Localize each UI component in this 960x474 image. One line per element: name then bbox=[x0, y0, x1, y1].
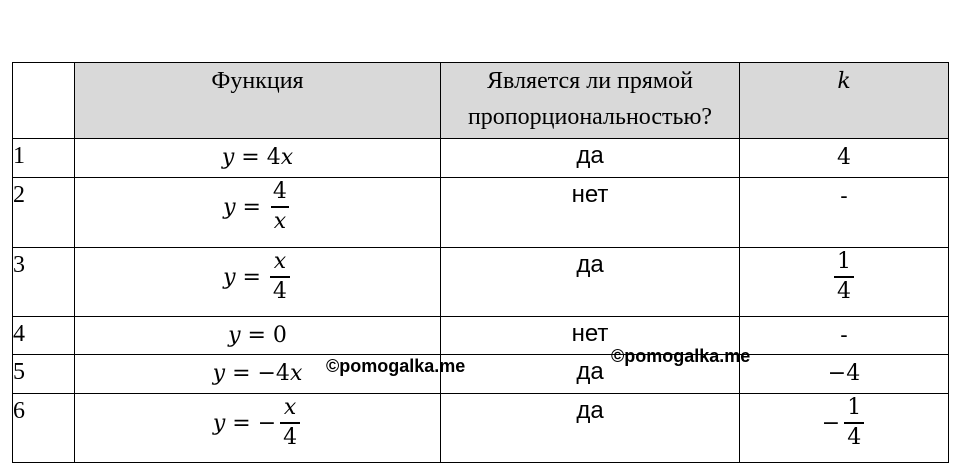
function-table bbox=[12, 62, 949, 463]
header-k-cell bbox=[740, 63, 949, 139]
header-function-cell bbox=[75, 63, 441, 139]
function-formula: y = − $\frac{x}{4}$ bbox=[213, 394, 302, 452]
table-row bbox=[13, 317, 949, 355]
header-k-label: k bbox=[837, 69, 851, 94]
header-number-cell bbox=[13, 63, 75, 139]
header-proportional-line1: Является ли прямой bbox=[487, 68, 693, 94]
row-number: 1 bbox=[13, 139, 75, 178]
row-answer: да bbox=[441, 139, 740, 178]
k-value: $\frac{1}{4}$ bbox=[832, 248, 856, 306]
table-row bbox=[13, 394, 949, 463]
row-answer: да bbox=[441, 394, 740, 463]
header-function-label: Функция bbox=[211, 68, 304, 94]
row-answer: да bbox=[441, 355, 740, 394]
row-answer: да bbox=[441, 248, 740, 317]
row-answer: нет bbox=[441, 317, 740, 355]
row-number: 5 bbox=[13, 355, 75, 394]
row-k bbox=[740, 355, 949, 394]
row-function bbox=[75, 139, 441, 178]
row-k bbox=[740, 178, 949, 248]
k-value: − $\frac{1}{4}$ bbox=[822, 394, 866, 452]
row-function bbox=[75, 178, 441, 248]
row-function bbox=[75, 317, 441, 355]
table-row bbox=[13, 355, 949, 394]
row-number: 4 bbox=[13, 317, 75, 355]
function-formula: y = 0 bbox=[228, 323, 287, 348]
k-value: −4 bbox=[827, 361, 861, 386]
function-formula: y = $\frac{x}{4}$ bbox=[223, 248, 292, 306]
row-function bbox=[75, 248, 441, 317]
row-k bbox=[740, 248, 949, 317]
row-k bbox=[740, 139, 949, 178]
function-formula: y = $\frac{4}{x}$ bbox=[223, 178, 292, 236]
table-row bbox=[13, 178, 949, 248]
row-k bbox=[740, 317, 949, 355]
header-proportional-line2: пропорциональностью? bbox=[467, 104, 713, 130]
row-k bbox=[740, 394, 949, 463]
k-value: - bbox=[840, 184, 848, 209]
row-function bbox=[75, 394, 441, 463]
row-number: 3 bbox=[13, 248, 75, 317]
function-formula: y = 4x bbox=[221, 145, 294, 170]
function-formula: y = −4x bbox=[212, 361, 303, 386]
watermark: ©pomogalka.me bbox=[611, 346, 751, 366]
row-answer: нет bbox=[441, 178, 740, 248]
watermark: ©pomogalka.me bbox=[326, 356, 466, 376]
row-number: 6 bbox=[13, 394, 75, 463]
k-value: 4 bbox=[837, 145, 851, 170]
table-row bbox=[13, 139, 949, 178]
k-value: - bbox=[840, 323, 848, 348]
header-proportional-cell bbox=[441, 63, 740, 139]
row-number: 2 bbox=[13, 178, 75, 248]
table-row bbox=[13, 248, 949, 317]
table-header-row bbox=[13, 63, 949, 139]
